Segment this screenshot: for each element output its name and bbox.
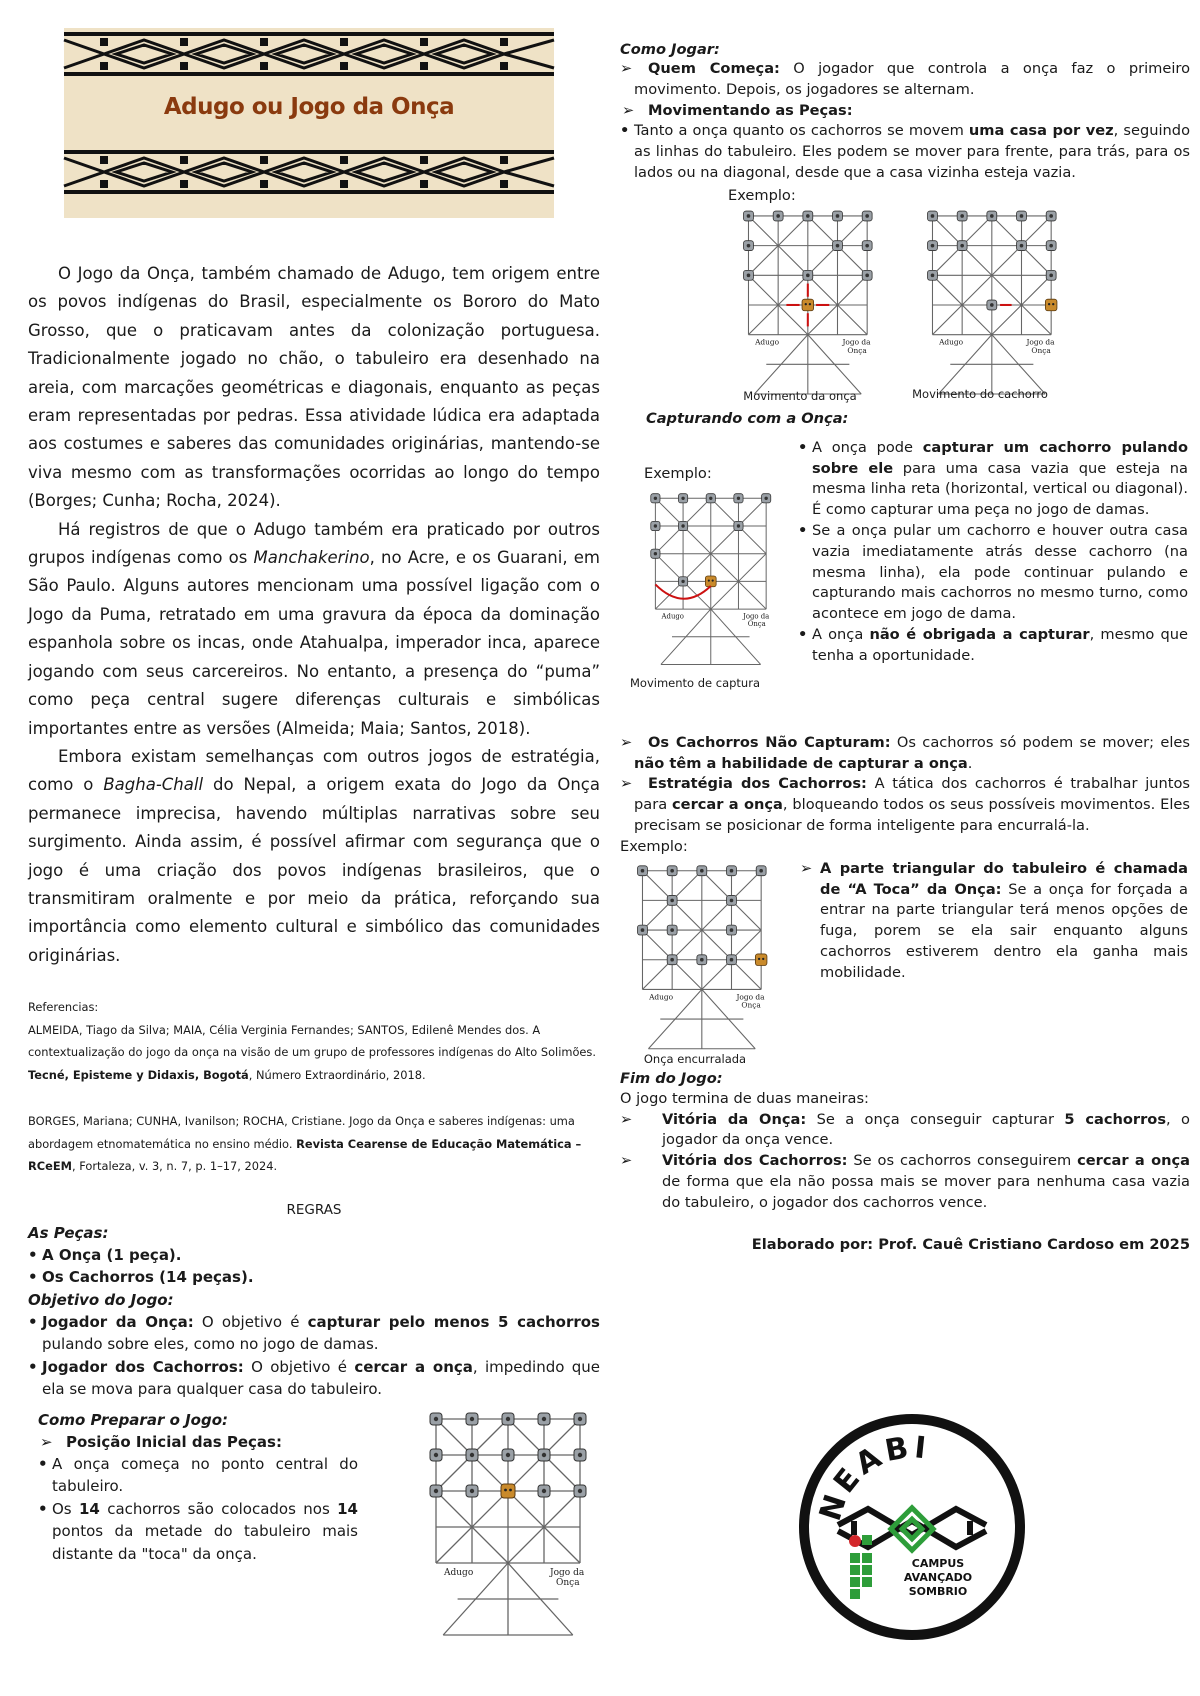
prep-item-1: • A onça começa no ponto central do tabuleiro. [38, 1453, 358, 1498]
logo-line3: SOMBRIO [908, 1585, 968, 1598]
svg-text:Jogo da: Jogo da [842, 337, 871, 347]
capture-rule-2: • Se a onça pular um cachorro e houver outra casa vazia imediatamente atrás desse cachorro (na mesma linha), ela pode continuar pulando e capturando mais cachorros no mesmo turno, como acontece em jogo de dama. [798, 521, 1188, 625]
capture-section [620, 438, 1190, 733]
objective-onca: • Jogador da Onça: O objetivo é capturar pelo menos 5 cachorros pulando sobre eles, como no jogo de damas. [28, 1311, 600, 1356]
toca-section [620, 837, 1190, 1069]
movement-examples [620, 184, 1190, 414]
moving-rule: • Tanto a onça quanto os cachorros se movem uma casa por vez, seguindo as linhas do tabuleiro. Eles podem se mover para frente, para trás, para os lados ou na diagonal, desde que a casa vizinha esteja vazia. [620, 121, 1190, 183]
svg-text:Onça: Onça [747, 619, 766, 628]
capture-title: Capturando com a Onça: [646, 409, 849, 427]
intro-text [28, 260, 600, 970]
pieces-title: As Peças: [28, 1223, 109, 1242]
dogs-strategy: ➢ Estratégia dos Cachorros: A tática dos cachorros é trabalhar juntos para cercar a onça, bloqueando todos os seus possíveis movimentos. Eles precisam se posicionar de forma inteligente para encurralá-la. [620, 775, 1190, 834]
svg-text:Onça: Onça [741, 1000, 761, 1010]
references-heading: Referencias: [28, 1000, 99, 1015]
rules-heading: REGRAS [286, 1201, 342, 1218]
pattern-band-bottom [64, 146, 554, 198]
svg-text:Adugo: Adugo [755, 337, 780, 347]
board-capture [640, 486, 780, 650]
reference-1: ALMEIDA, Tiago da Silva; MAIA, Célia Verginia Fernandes; SANTOS, Edilenê Mendes dos. A contextualização do jogo da onça na visão de um grupo de professores indígenas do Alto Solimões. Tecné, Episteme y Didaxis, Bogotá, Número Extraordinário, 2018. [28, 1022, 596, 1082]
board-onca-move [732, 206, 882, 375]
svg-text:Adugo: Adugo [649, 992, 674, 1002]
logo-line2: AVANÇADO [903, 1571, 973, 1584]
board-dog-move [916, 206, 1066, 375]
dogs-cannot-capture: ➢ Os Cachorros Não Capturam: Os cachorros só podem se mover; eles não têm a habilidade de capturar a onça. [620, 733, 1190, 772]
signature: Elaborado por: Prof. Cauê Cristiano Cardoso em 2025 [751, 1235, 1190, 1253]
svg-text:Adugo: Adugo [661, 612, 684, 621]
title-banner [64, 28, 554, 218]
how-to-play-title: Como Jogar: [620, 41, 720, 58]
svg-text:Onça: Onça [556, 1577, 580, 1588]
svg-text:Jogo da: Jogo da [550, 1567, 585, 1578]
page-title: Adugo ou Jogo da Onça [163, 94, 455, 120]
svg-text:Onça: Onça [847, 345, 867, 355]
prepare-section [28, 1409, 600, 1588]
who-starts: ➢ Quem Começa: O jogador que controla a onça faz o primeiro movimento. Depois, os jogadores se alternam. [620, 60, 1191, 98]
prepare-title: Como Preparar o Jogo: [38, 1410, 229, 1429]
board-cornered [626, 859, 776, 1048]
svg-text:Jogo da: Jogo da [743, 612, 770, 621]
logo-name: NEABI [812, 1429, 932, 1526]
win-cachorros: ➢ Vitória dos Cachorros: Se os cachorros conseguirem cercar a onça de forma que ela não possa mais se mover para nenhuma casa vazia do tabuleiro, o jogador dos cachorros vence. [620, 1152, 1190, 1211]
prep-item-2: • Os 14 cachorros são colocados nos 14 pontos da metade do tabuleiro mais distante da "toca" da onça. [38, 1498, 358, 1566]
neabi-logo [798, 1413, 1026, 1641]
caption-onca-move: Movimento da onça [743, 388, 857, 403]
caption-dog-move: Movimento do cachorro [912, 386, 1048, 401]
example-label-3: Exemplo: [620, 837, 688, 855]
capture-rule-1: • A onça pode capturar um cachorro pulando sobre ele para uma casa vazia que esteja na mesma linha reta (horizontal, vertical ou diagonal). É como capturar uma peça no jogo de damas. [798, 438, 1188, 521]
toca-rule: ➢ A parte triangular do tabuleiro é chamada de “A Toca” da Onça: Se a onça for forçada a entrar na parte triangular terá menos opções de fuga, porem se ela sair enquanto alguns cachorros estiverem dentro ela ganha mais mobilidade. [800, 859, 1188, 981]
end-intro: O jogo termina de duas maneiras: [620, 1089, 869, 1107]
board-initial-position [416, 1407, 598, 1588]
piece-cachorros: • Os Cachorros (14 peças). [28, 1266, 600, 1289]
win-onca: ➢ Vitória da Onça: Se a onça conseguir capturar 5 cachorros, o jogador da onça vence. [620, 1110, 1190, 1149]
caption-capture: Movimento de captura [630, 675, 760, 690]
intro-paragraph-3: Embora existam semelhanças com outros jogos de estratégia, como o Bagha-Chall do Nepal, a origem exata do Jogo da Onça permanece imprecisa, havendo múltiplas narrativas sobre seu surgimento. Ainda assim, é possível afirmar com segurança que o jogo é uma criação dos povos indígenas brasileiros, que o transmitiram oralmente e por meio da prática, reforçando sua importância como elemento cultural e simbólico das comunidades originárias. [28, 746, 600, 965]
caption-cornered: Onça encurralada [643, 1051, 747, 1066]
initial-position-title: ➢ Posição Inicial das Peças: [38, 1431, 358, 1453]
intro-paragraph-2: Há registros de que o Adugo também era praticado por outros grupos indígenas como os Manchakerino, no Acre, e os Guarani, em São Paulo. Alguns autores mencionam uma possível ligação com o Jogo da Puma, retratado em uma gravura da época da dominação espanhola sobre os incas, onde Atahualpa, imperador inca, aparece jogando com seus carcereiros. No entanto, a presença do “puma” como peça central sugere diferenças culturais e simbólicas importantes entre as versões (Almeida; Maia; Santos, 2018). [28, 519, 600, 738]
moving-pieces-title: ➢ Movimentando as Peças: [620, 101, 1190, 122]
example-label-2: Exemplo: [644, 464, 712, 482]
svg-text:Jogo da: Jogo da [736, 992, 765, 1002]
svg-text:Adugo: Adugo [444, 1567, 474, 1578]
capture-rule-3: • A onça não é obrigada a capturar, mesmo que tenha a oportunidade. [798, 625, 1188, 667]
reference-2: BORGES, Mariana; CUNHA, Ivanilson; ROCHA, Cristiane. Jogo da Onça e saberes indígenas: uma abordagem etnomatemática no ensino médio. Revista Cearense de Educação Matemática – RCeEM, Fortaleza, v. 3, n. 7, p. 1–17, 2024. [28, 1114, 582, 1174]
objective-cachorros: • Jogador dos Cachorros: O objetivo é cercar a onça, impedindo que ela se mova para qualquer casa do tabuleiro. [28, 1356, 600, 1401]
objective-title: Objetivo do Jogo: [28, 1290, 174, 1309]
example-label-1: Exemplo: [728, 186, 796, 204]
svg-text:Jogo da: Jogo da [1026, 337, 1055, 347]
pattern-band-top [64, 28, 554, 80]
piece-onca: • A Onça (1 peça). [28, 1244, 600, 1267]
left-column [28, 28, 600, 1588]
end-title: Fim do Jogo: [620, 1069, 723, 1087]
logo-line1: CAMPUS [911, 1557, 965, 1570]
svg-text:Onça: Onça [1031, 345, 1051, 355]
right-column [620, 40, 1190, 1253]
intro-paragraph-1: O Jogo da Onça, também chamado de Adugo, tem origem entre os povos indígenas do Brasil, especialmente os Bororo do Mato Grosso, que o praticavam antes da colonização portuguesa. Tradicionalmente jogado no chão, o tabuleiro era desenhado na areia, com marcações geométricas e diagonais, enquanto as peças eram representadas por pedras. Essa atividade lúdica era adaptada aos costumes e saberes das comunidades originárias, mantendo-se viva mesmo com as transformações ocorridas ao longo do tempo (Borges; Cunha; Rocha, 2024). [28, 264, 600, 511]
references [28, 996, 600, 1178]
svg-text:Adugo: Adugo [939, 337, 964, 347]
